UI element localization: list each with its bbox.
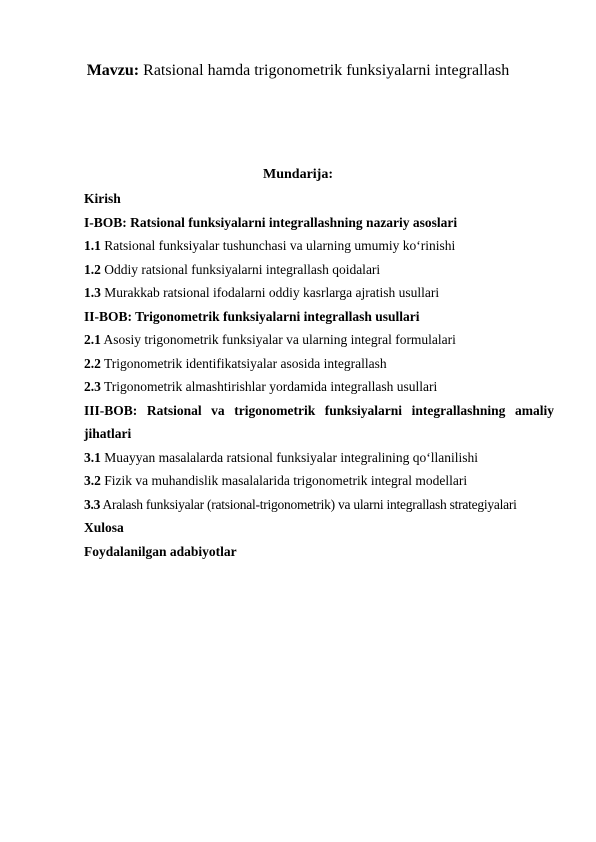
toc-chapter-3 [84,403,554,427]
topic-heading [0,61,596,81]
section-number: 2.2 [84,355,101,371]
toc-section-2-2 [84,356,554,380]
chapter-title-word: III-BOB: [84,402,138,418]
section-number: 2.1 [84,332,101,347]
toc-section-1-2 [84,262,554,286]
chapter-title-word: integrallashning [411,402,506,418]
toc-chapter-3-continuation: jihatlari [84,426,132,441]
toc-section-3-3 [84,497,554,521]
section-title: Trigonometrik almashtirishlar yordamida integrallash usullari [100,379,438,394]
toc-conclusion: Xulosa [84,520,124,535]
section-title: Oddiy ratsional funksiyalarni integrallash qoidalari [100,261,381,277]
section-number: 1.2 [84,261,101,277]
toc-section-3-1 [84,450,554,474]
toc-chapter-1: I-BOB: Ratsional funksiyalarni integrallashning nazariy asoslari [84,214,458,230]
section-number: 3.1 [84,449,101,465]
table-of-contents [84,191,554,567]
toc-section-1-3 [84,285,554,309]
section-title: Fizik va muhandislik masalalarida trigonometrik integral modellari [100,473,468,488]
toc-section-2-3 [84,379,554,403]
toc-section-2-1 [84,332,554,356]
section-number: 2.3 [84,379,101,394]
toc-intro: Kirish [84,191,121,206]
toc-section-1-1 [84,238,554,262]
section-title: Muayyan masalalarda ratsional funksiyalar integralining qo‘llanilishi [100,449,479,465]
section-title: Aralash funksiyalar (ratsional-trigonometrik) va ularni integrallash strategiyalari [100,496,517,512]
topic-label: Mavzu: [86,62,140,79]
topic-title: Ratsional hamda trigonometrik funksiyalarni integrallash [139,62,510,79]
chapter-title-word: va [211,402,225,418]
chapter-title-word: amaliy [514,402,554,418]
section-title: Asosiy trigonometrik funksiyalar va ularning integral formulalari [100,332,456,347]
toc-chapter-2: II-BOB: Trigonometrik funksiyalarni integrallash usullari [84,308,420,324]
chapter-title-word: Ratsional [146,402,202,418]
section-number: 3.2 [84,473,101,488]
section-title: Ratsional funksiyalar tushunchasi va ularning umumiy ko‘rinishi [100,238,456,253]
section-title: Murakkab ratsional ifodalarni oddiy kasrlarga ajratish usullari [100,285,440,300]
toc-section-3-2 [84,473,554,497]
section-title: Trigonometrik identifikatsiyalar asosida integrallash [100,355,387,371]
section-number: 1.3 [84,285,101,300]
contents-title: Mundarija: [263,167,333,182]
section-number: 1.1 [84,238,101,253]
chapter-title-word: funksiyalarni [324,402,403,418]
toc-references: Foydalanilgan adabiyotlar [84,543,237,559]
section-number: 3.3 [84,496,101,512]
chapter-title-word: trigonometrik [234,402,316,418]
